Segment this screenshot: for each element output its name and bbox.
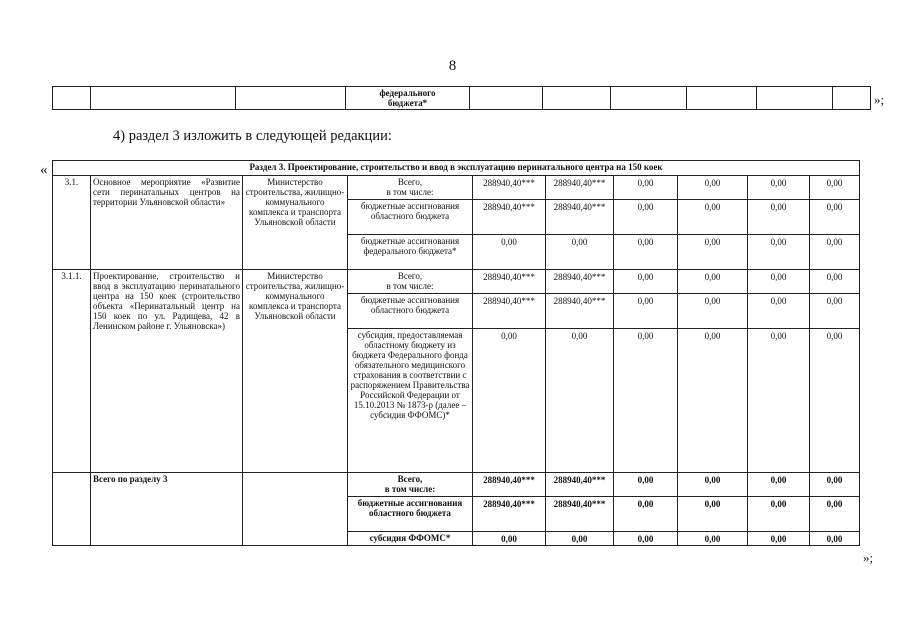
- value-cell: 0,00: [473, 329, 546, 473]
- value-cell: 288940,40***: [546, 473, 614, 497]
- closing-quote-bottom: »;: [863, 550, 874, 565]
- source-label: бюджетные ассигнования областного бюджета: [348, 294, 473, 329]
- value-cell: 0,00: [678, 235, 748, 270]
- value-cell: 0,00: [614, 532, 678, 546]
- value-cell: 0,00: [678, 497, 748, 532]
- value-cell: 0,00: [546, 532, 614, 546]
- value-cell: 0,00: [614, 176, 678, 200]
- value-cell: 288940,40***: [473, 270, 546, 294]
- value-cell: 0,00: [473, 235, 546, 270]
- value-cell: 0,00: [748, 270, 810, 294]
- source-label: субсидия ФФОМС*: [348, 532, 473, 546]
- value-cell: 0,00: [810, 473, 860, 497]
- value-cell: 288940,40***: [473, 294, 546, 329]
- executor: Министерство строительства, жилищно-коммунального комплекса и транспорта Ульяновской области: [243, 270, 348, 473]
- top-cell-label: федерального бюджета*: [346, 87, 470, 110]
- value-cell: 288940,40***: [546, 294, 614, 329]
- value-cell: 0,00: [810, 497, 860, 532]
- instruction-text: 4) раздел 3 изложить в следующей редакции:: [113, 128, 392, 144]
- value-cell: 0,00: [748, 176, 810, 200]
- source-label: Всего, в том числе:: [348, 270, 473, 294]
- value-cell: 0,00: [810, 532, 860, 546]
- value-cell: 0,00: [678, 329, 748, 473]
- value-cell: 288940,40***: [546, 176, 614, 200]
- page-number: 8: [448, 58, 457, 74]
- value-cell: 0,00: [810, 294, 860, 329]
- source-label: Всего, в том числе:: [348, 176, 473, 200]
- value-cell: 0,00: [546, 235, 614, 270]
- value-cell: 0,00: [678, 176, 748, 200]
- value-cell: 0,00: [678, 532, 748, 546]
- executor: Министерство строительства, жилищно-коммунального комплекса и транспорта Ульяновской области: [243, 176, 348, 270]
- closing-quote-top: »;: [874, 92, 885, 107]
- value-cell: 0,00: [748, 200, 810, 235]
- source-label: бюджетные ассигнования федерального бюджета*: [348, 235, 473, 270]
- value-cell: 288940,40***: [473, 473, 546, 497]
- value-cell: 0,00: [614, 497, 678, 532]
- source-label: Всего, в том числе:: [348, 473, 473, 497]
- value-cell: 0,00: [748, 294, 810, 329]
- value-cell: 0,00: [614, 235, 678, 270]
- value-cell: 0,00: [614, 270, 678, 294]
- total-label: Всего по разделу 3: [91, 473, 243, 546]
- value-cell: 288940,40***: [546, 200, 614, 235]
- value-cell: 0,00: [810, 329, 860, 473]
- value-cell: 288940,40***: [546, 497, 614, 532]
- activity-name: Проектирование, строительство и ввод в эксплуатацию перинатального центра на 150 коек (строительство объекта «Перинатальный центр на 150 коек по ул. Радищева, 42 в Ленинском районе г. Ульяновска»): [91, 270, 243, 473]
- value-cell: 0,00: [748, 473, 810, 497]
- row-number: 3.1.: [53, 176, 91, 270]
- section-3-table: [52, 160, 860, 546]
- value-cell: 0,00: [748, 497, 810, 532]
- value-cell: 0,00: [614, 294, 678, 329]
- row-number: 3.1.1.: [53, 270, 91, 473]
- opening-quote: «: [40, 162, 48, 178]
- value-cell: 0,00: [546, 329, 614, 473]
- value-cell: 0,00: [678, 270, 748, 294]
- value-cell: 0,00: [748, 532, 810, 546]
- value-cell: 0,00: [614, 473, 678, 497]
- value-cell: 0,00: [810, 270, 860, 294]
- source-label: субсидия, предоставляемая областному бюджету из бюджета Федерального фонда обязательного медицинского страхования в соответствии с распоряжением Правительства Российской Федерации от 15.10.2013 № 1873-р (далее – субсидия ФФОМС)*: [348, 329, 473, 473]
- activity-name: Основное мероприятие «Развитие сети перинатальных центров на территории Ульяновской области»: [91, 176, 243, 270]
- value-cell: 288940,40***: [473, 200, 546, 235]
- value-cell: 0,00: [614, 329, 678, 473]
- value-cell: 0,00: [810, 176, 860, 200]
- value-cell: 0,00: [678, 294, 748, 329]
- value-cell: 0,00: [748, 235, 810, 270]
- value-cell: 288940,40***: [473, 497, 546, 532]
- value-cell: 288940,40***: [473, 176, 546, 200]
- value-cell: 0,00: [473, 532, 546, 546]
- value-cell: 0,00: [810, 200, 860, 235]
- value-cell: 0,00: [810, 235, 860, 270]
- source-label: бюджетные ассигнования областного бюджета: [348, 497, 473, 532]
- value-cell: 0,00: [678, 473, 748, 497]
- value-cell: 0,00: [748, 329, 810, 473]
- value-cell: 0,00: [614, 200, 678, 235]
- value-cell: 288940,40***: [546, 270, 614, 294]
- section-title: Раздел 3. Проектирование, строительство и ввод в эксплуатацию перинатального центра на 150 коек: [53, 161, 860, 176]
- value-cell: 0,00: [678, 200, 748, 235]
- previous-table-fragment: [52, 86, 871, 110]
- source-label: бюджетные ассигнования областного бюджета: [348, 200, 473, 235]
